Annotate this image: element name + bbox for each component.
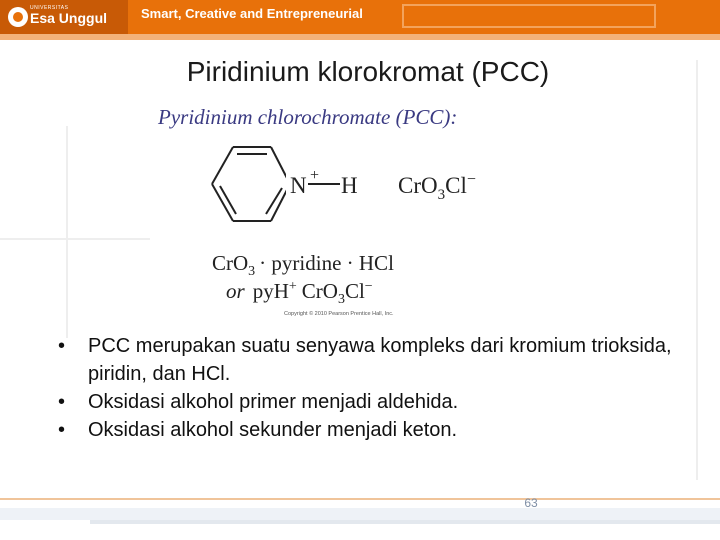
nitrogen-label: N [290,173,307,198]
bullet-item [58,388,698,416]
footer-line [0,498,720,500]
bullet-item [58,332,698,388]
figure-heading: Pyridinium chlorochromate (PCC): [158,105,458,129]
bullet-dot: • [58,335,66,357]
logo-name: Esa Unggul [30,10,108,26]
background-line [66,126,68,338]
pcc-structure-figure [150,100,560,320]
header-stripe [0,34,720,40]
footer-band [90,520,720,524]
anion-label: CrO$_3$Cl− [398,171,476,203]
tagline: Smart, Creative and Entrepreneurial [141,6,363,21]
bullet-list [58,332,698,444]
bullet-dot: • [58,391,66,413]
formula-line-2: or pyH+ CrO$_3$Cl− [226,279,373,307]
logo-subtitle: UNIVERSITAS [30,5,69,11]
bullet-text: Oksidasi alkohol sekunder menjadi keton. [88,419,458,441]
hydrogen-label: H [341,173,358,198]
slide-title: Piridinium klorokromat (PCC) [186,56,550,87]
bullet-text: PCC merupakan suatu senyawa kompleks dari kromium trioksida, piridin, dan HCl. [88,335,672,385]
formula-line-1: CrO$_3$ · pyridine · HCl [212,251,394,279]
header-decor-box [402,4,656,28]
footer-band [0,508,720,520]
background-line [0,238,154,240]
charge-plus: + [310,167,320,184]
logo-icon-inner [13,12,23,22]
bullet-item [58,416,698,444]
bullet-text: Oksidasi alkohol primer menjadi aldehida. [88,391,459,413]
bullet-dot: • [58,419,66,441]
figure-copyright: Copyright © 2010 Pearson Prentice Hall, Inc. [284,311,394,317]
page-number: 63 [524,496,538,510]
